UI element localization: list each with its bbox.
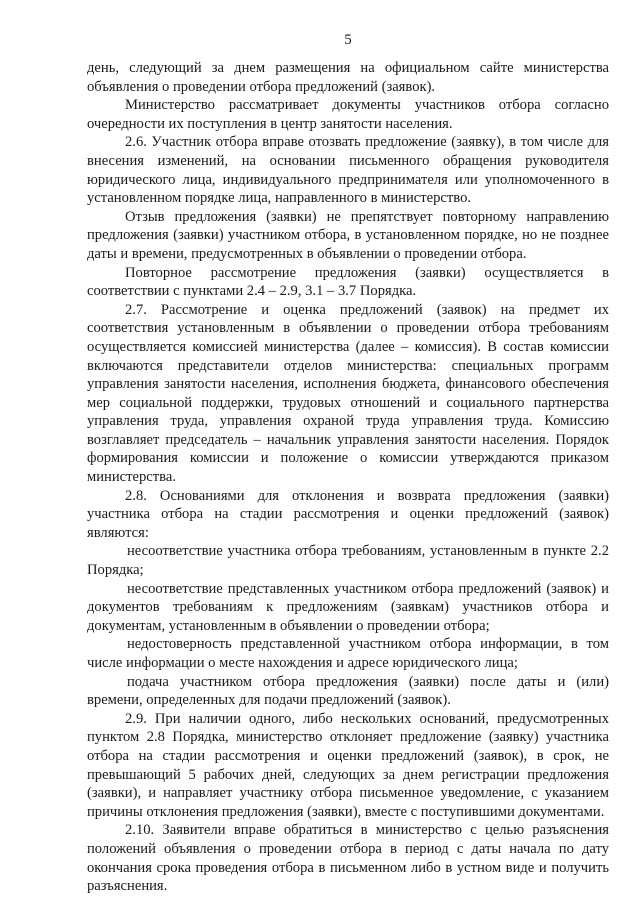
paragraph: 2.7. Рассмотрение и оценка предложений (заявок) на предмет их соответствия установленным в объявлении о проведении отбора требованиям осуществляется комиссией министерства (далее – комиссия). В состав комиссии включаются представители отделов министерства: специальных программ управления занятости населения, исполнения бюджета, финансового обеспечения мер социальной поддержки, трудовых отношений и социального партнерства управления труда, управления охраной труда управления труда. Комиссию возглавляет председатель – начальник управления занятости населения. Порядок формирования комиссии и положение о комиссии утверждаются приказом министерства. [87, 301, 609, 486]
paragraph: Повторное рассмотрение предложения (заявки) осуществляется в соответствии с пунктами 2.4 – 2.9, 3.1 – 3.7 Порядка. [87, 264, 609, 300]
paragraph: Министерство рассматривает документы участников отбора согласно очередности их поступления в центр занятости населения. [87, 97, 609, 132]
paragraph: 2.6. Участник отбора вправе отозвать предложение (заявку), в том числе для внесения изменений, на основании письменного обращения руководителя юридического лица, индивидуального предпринимателя или уполномоченного в установленном порядке лица, направленного в министерство. [87, 134, 609, 207]
paragraph: день, следующий за днем размещения на официальном сайте министерства объявления о проведении отбора предложений (заявок). [87, 60, 609, 95]
paragraph: 2.10. Заявители вправе обратиться в министерство с целью разъяснения положений объявления о проведении отбора в период с даты начала по дату окончания срока проведения отбора в письменном либо в устном виде и получить разъяснения. [87, 822, 609, 895]
list-item: недостоверность представленной участником отбора информации, в том числе информации о месте нахождения и адресе юридического лица; [87, 636, 609, 671]
paragraph: 2.9. При наличии одного, либо нескольких оснований, предусмотренных пунктом 2.8 Порядка, министерство отклоняет предложение (заявку) участника отбора на стадии рассмотрения и оценки предложений (заявок), в срок, не превышающий 5 рабочих дней, следующих за днем регистрации предложения (заявки), и направляет участнику отбора письменное уведомление, с указанием причины отклонения предложения (заявки), вместе с поступившими документами. [87, 710, 609, 820]
document-body [87, 59, 609, 896]
list-item: несоответствие представленных участником отбора предложений (заявок) и документов требованиям к предложениям (заявкам) участников отбора и документам, установленным в объявлении о проведении отбора; [87, 580, 609, 634]
list-item: несоответствие участника отбора требованиям, установленным в пункте 2.2 Порядка; [87, 543, 609, 579]
paragraph: 2.8. Основаниями для отклонения и возврата предложения (заявки) участника отбора на стадии рассмотрения и оценки предложений (заявок) являются: [87, 487, 609, 541]
paragraph: Отзыв предложения (заявки) не препятствует повторному направлению предложения (заявки) участником отбора, в установленном порядке, но не позднее даты и времени, предусмотренных в объявлении о проведении отбора. [87, 208, 609, 262]
list-item: подача участником отбора предложения (заявки) после даты и (или) времени, определенных для подачи предложений (заявок). [87, 673, 609, 709]
page-number: 5 [344, 32, 352, 48]
